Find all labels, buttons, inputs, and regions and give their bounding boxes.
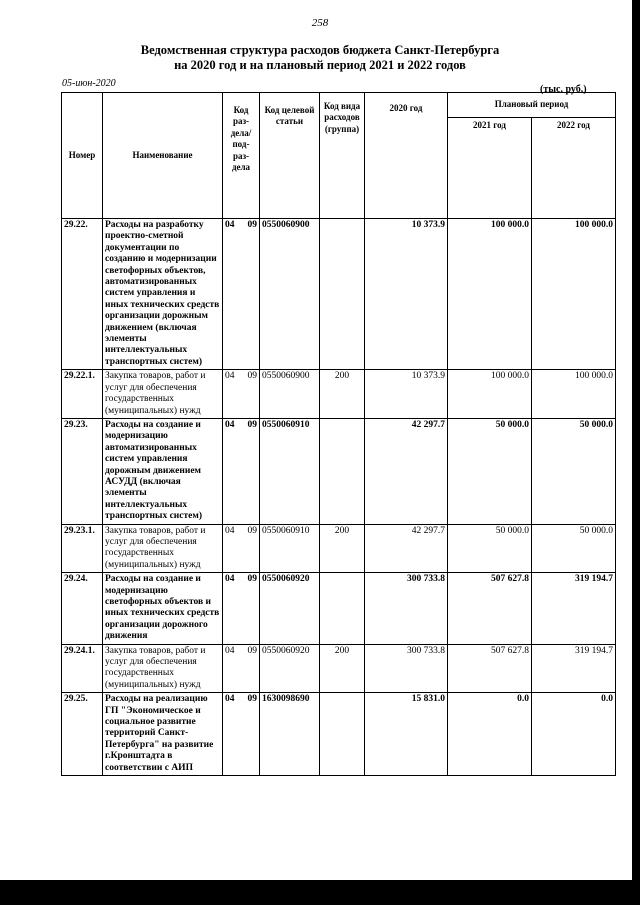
header-target: Код целевой статьи [260,93,320,219]
units-label: (тыс. руб.) [540,84,587,95]
row-amount-2021: 507 627.8 [448,573,532,644]
row-target-article: 0550060900 [260,219,320,370]
row-name: Расходы на создание и модернизацию автоматизированных систем управления дорожным движением АСУДД (включая элементы интеллектуальных транспортных систем) [103,418,223,524]
row-section-code: 04 [225,645,235,656]
row-section [223,524,260,573]
row-amount-2020: 300 733.8 [365,644,448,693]
row-amount-2021: 50 000.0 [448,524,532,573]
row-section-code: 04 [225,574,235,585]
document-title [0,43,640,73]
row-amount-2021: 50 000.0 [448,418,532,524]
row-subsection-code: 09 [247,694,257,705]
header-2021: 2021 год [448,118,532,219]
row-amount-2020: 300 733.8 [365,573,448,644]
row-section [223,219,260,370]
row-expense-type [320,418,365,524]
header-planned: Плановый период [448,93,616,118]
row-subsection-code: 09 [247,419,257,430]
page-number: 258 [311,17,329,29]
row-name: Расходы на разработку проектно-сметной документации по созданию и модернизации светофорных объектов, автоматизированных систем управления и иных технических средств организации дорожным движением (включая элементы интеллектуальных транспортных систем) [103,219,223,370]
row-target-article: 0550060910 [260,418,320,524]
table-row [62,693,616,776]
row-subsection-code: 09 [247,371,257,382]
table-row [62,370,616,419]
row-target-article: 0550060910 [260,524,320,573]
row-section [223,370,260,419]
row-amount-2020: 42 297.7 [365,418,448,524]
row-subsection-code: 09 [247,220,257,230]
row-number: 29.22.1. [62,370,103,419]
row-number: 29.24. [62,573,103,644]
row-number: 29.23. [62,418,103,524]
title-line-1: Ведомственная структура расходов бюджета Санкт-Петербурга [140,43,500,57]
row-expense-type [320,693,365,776]
row-expense-type [320,219,365,370]
row-section-code: 04 [225,694,235,705]
report-date: 05-июн-2020 [62,78,116,89]
row-amount-2022: 319 194.7 [532,644,616,693]
table-row [62,644,616,693]
row-amount-2021: 100 000.0 [448,219,532,370]
row-amount-2022: 319 194.7 [532,573,616,644]
row-amount-2022: 0.0 [532,693,616,776]
row-section [223,418,260,524]
scan-border-right [632,0,640,880]
row-amount-2020: 10 373.9 [365,370,448,419]
row-section [223,573,260,644]
row-subsection-code: 09 [247,574,257,585]
row-section-code: 04 [225,371,235,382]
row-section-code: 04 [225,419,235,430]
row-amount-2020: 42 297.7 [365,524,448,573]
row-amount-2021: 0.0 [448,693,532,776]
row-name: Закупка товаров, работ и услуг для обеспечения государственных (муниципальных) нужд [103,524,223,573]
row-amount-2020: 15 831.0 [365,693,448,776]
row-section [223,644,260,693]
row-amount-2022: 50 000.0 [532,418,616,524]
row-name: Закупка товаров, работ и услуг для обеспечения государственных (муниципальных) нужд [103,644,223,693]
row-number: 29.24.1. [62,644,103,693]
row-expense-type: 200 [320,644,365,693]
scan-border-bottom [0,880,640,905]
header-name: Наименование [103,93,223,219]
title-line-2: на 2020 год и на плановый период 2021 и 2022 годов [174,58,466,72]
row-amount-2021: 507 627.8 [448,644,532,693]
row-target-article: 1630098690 [260,693,320,776]
header-section: Код раз-дела/ под-раз-дела [223,93,260,219]
row-target-article: 0550060920 [260,573,320,644]
row-subsection-code: 09 [247,645,257,656]
row-amount-2022: 100 000.0 [532,370,616,419]
row-section-code: 04 [225,525,235,536]
row-section-code: 04 [225,220,235,230]
header-number: Номер [62,93,103,219]
budget-table [61,92,616,776]
row-name: Расходы на создание и модернизацию светофорных объектов и иных технических средств организации дорожного движения [103,573,223,644]
row-number: 29.23.1. [62,524,103,573]
row-expense-type: 200 [320,370,365,419]
header-2022: 2022 год [532,118,616,219]
row-target-article: 0550060920 [260,644,320,693]
table-row [62,219,616,370]
header-2020: 2020 год [365,93,448,219]
row-expense-type: 200 [320,524,365,573]
row-amount-2021: 100 000.0 [448,370,532,419]
row-number: 29.22. [62,219,103,370]
table-row [62,524,616,573]
row-expense-type [320,573,365,644]
table-row [62,573,616,644]
row-name: Закупка товаров, работ и услуг для обеспечения государственных (муниципальных) нужд [103,370,223,419]
row-amount-2022: 100 000.0 [532,219,616,370]
table-row [62,418,616,524]
row-subsection-code: 09 [247,525,257,536]
row-name: Расходы на реализацию ГП "Экономическое и социальное развитие территорий Санкт-Петербурга" на развитие г.Кронштадта в соответствии с АИП [103,693,223,776]
header-type: Код вида расходов (группа) [320,93,365,219]
row-number: 29.25. [62,693,103,776]
row-target-article: 0550060900 [260,370,320,419]
row-amount-2022: 50 000.0 [532,524,616,573]
row-amount-2020: 10 373.9 [365,219,448,370]
row-section [223,693,260,776]
